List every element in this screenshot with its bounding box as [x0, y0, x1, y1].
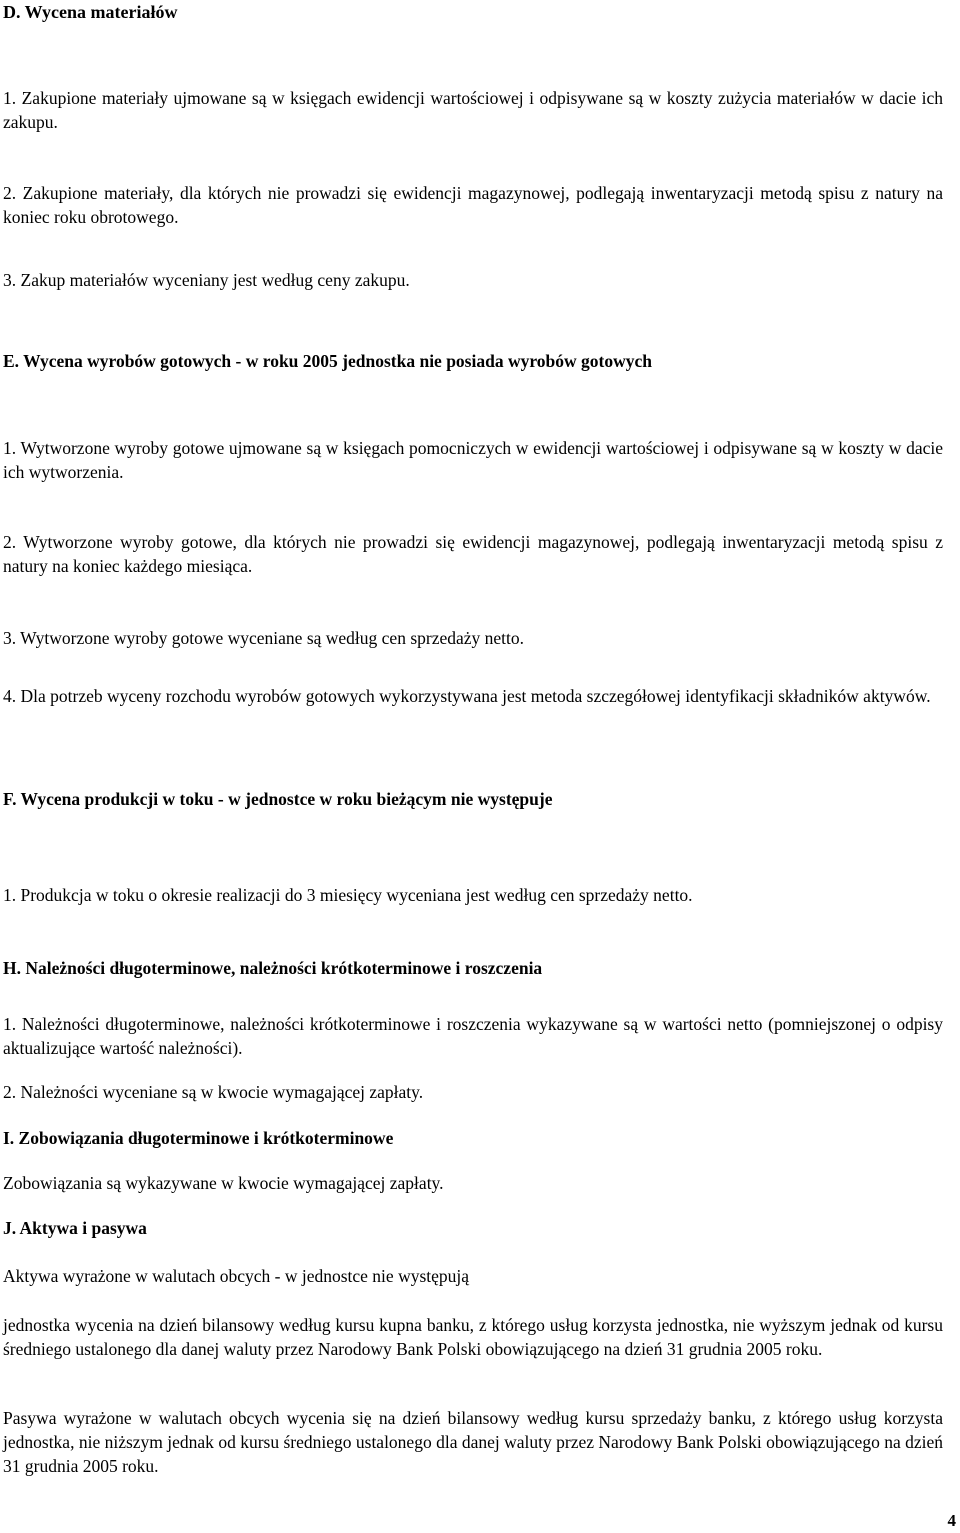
page-number: 4: [947, 1511, 956, 1530]
section-e-paragraph-3: 3. Wytworzone wyroby gotowe wyceniane są według cen sprzedaży netto.: [3, 628, 525, 648]
section-j-paragraph-2: jednostka wycenia na dzień bilansowy według kursu kupna banku, z którego usług korzysta jednostka, nie wyższym jednak od kursu średniego ustalonego dla danej waluty przez Narodowy Bank Polski obowiązującego na dzień 31 grudnia 2005 roku.: [3, 1315, 943, 1359]
section-h-paragraph-2: 2. Należności wyceniane są w kwocie wymagającej zapłaty.: [3, 1082, 424, 1102]
section-d-heading: D. Wycena materiałów: [3, 2, 178, 22]
section-e-paragraph-2: 2. Wytworzone wyroby gotowe, dla których nie prowadzi się ewidencji magazynowej, podlegają inwentaryzacji metodą spisu z natury na koniec każdego miesiąca.: [3, 532, 943, 576]
section-e-paragraph-4: 4. Dla potrzeb wyceny rozchodu wyrobów gotowych wykorzystywana jest metoda szczegółowej identyfikacji składników aktywów.: [3, 686, 931, 706]
section-i-heading: I. Zobowiązania długoterminowe i krótkoterminowe: [3, 1128, 394, 1148]
section-e-heading: E. Wycena wyrobów gotowych - w roku 2005 jednostka nie posiada wyrobów gotowych: [3, 351, 653, 371]
section-j-paragraph-3: Pasywa wyrażone w walutach obcych wycenia się na dzień bilansowy według kursu sprzedaży banku, z którego usług korzysta jednostka, nie niższym jednak od kursu średniego ustalonego dla danej waluty przez Narodowy Bank Polski obowiązującego na dzień 31 grudnia 2005 roku.: [3, 1408, 943, 1476]
section-j-heading: J. Aktywa i pasywa: [3, 1218, 147, 1238]
section-e-paragraph-1: 1. Wytworzone wyroby gotowe ujmowane są w księgach pomocniczych w ewidencji wartościowej i odpisywane są w koszty w dacie ich wytworzenia.: [3, 438, 943, 482]
section-f-paragraph-1: 1. Produkcja w toku o okresie realizacji do 3 miesięcy wyceniana jest według cen sprzedaży netto.: [3, 885, 693, 905]
section-f-heading: F. Wycena produkcji w toku - w jednostce w roku bieżącym nie występuje: [3, 789, 553, 809]
section-h-heading: H. Należności długoterminowe, należności krótkoterminowe i roszczenia: [3, 958, 543, 978]
section-d-paragraph-3: 3. Zakup materiałów wyceniany jest według ceny zakupu.: [3, 270, 410, 290]
section-i-paragraph-1: Zobowiązania są wykazywane w kwocie wymagającej zapłaty.: [3, 1173, 444, 1193]
section-h-paragraph-1: 1. Należności długoterminowe, należności krótkoterminowe i roszczenia wykazywane są w wartości netto (pomniejszonej o odpisy aktualizujące wartość należności).: [3, 1014, 943, 1058]
section-j-paragraph-1: Aktywa wyrażone w walutach obcych - w jednostce nie występują: [3, 1266, 470, 1286]
section-d-paragraph-2: 2. Zakupione materiały, dla których nie prowadzi się ewidencji magazynowej, podlegają inwentaryzacji metodą spisu z natury na koniec roku obrotowego.: [3, 183, 943, 227]
section-d-paragraph-1: 1. Zakupione materiały ujmowane są w księgach ewidencji wartościowej i odpisywane są w koszty zużycia materiałów w dacie ich zakupu.: [3, 88, 943, 132]
